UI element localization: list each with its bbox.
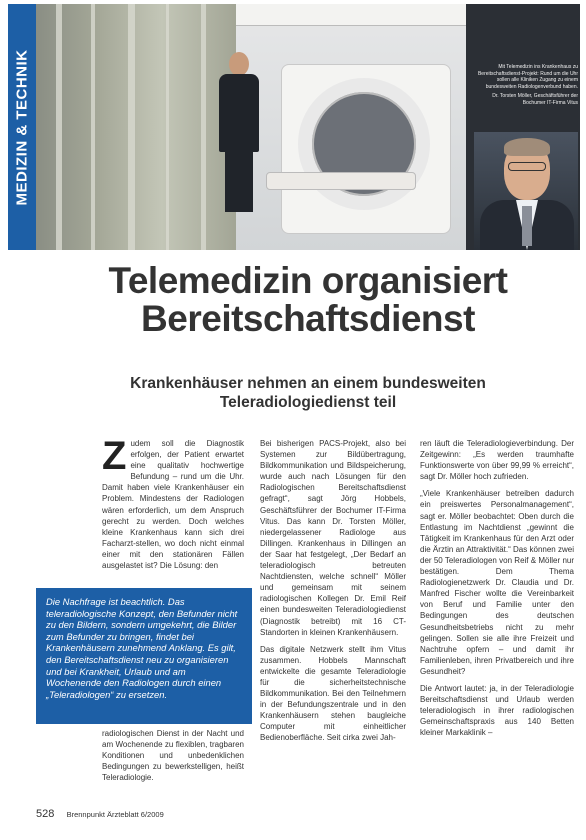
subtitle-line-2: Teleradiologiedienst teil bbox=[219, 394, 397, 411]
column-3-paragraph-3: Die Antwort lautet: ja, in der Teleradiologie Bereitschaftsdienst und Urlaub werden teleradiologisch in ihrer radiologischen Gemeinschaftspraxis aus 140 Betten kleiner Markaklinik – bbox=[420, 683, 574, 738]
magazine-name: Brennpunkt Ärzteblatt 6/2009 bbox=[66, 810, 164, 819]
pull-quote-text: Die Nachfrage ist beachtlich. Das teleradiologische Konzept, den Befunder nicht zu den Bildern, sondern umgekehrt, die Bilder zum Befunder zu bringen, findet bei Krankenhäusern zunehmend Anklang. Es gilt, den Bereitschaftsdienst neu zu organisieren und bei Krankheit, Urlaub und am Wochenende den Radiologen durch einen „Teleradiologen“ zu ersetzen. bbox=[46, 596, 238, 700]
forest-wallpaper bbox=[36, 4, 246, 250]
column-3 bbox=[420, 438, 574, 744]
column-2 bbox=[260, 438, 406, 750]
title-line-1: Telemedizin organisiert bbox=[108, 260, 508, 301]
ct-patient-table bbox=[266, 172, 416, 190]
column-1-continued bbox=[102, 728, 244, 789]
column-3-paragraph-1: ren läuft die Teleradiologieverbindung. Der Zeitgewinn: „Es werden traumhafte Funktionswerte von über 99,99 % erreicht“, sagt Dr. Möller hoch zufrieden. bbox=[420, 439, 574, 482]
column-2-paragraph-1: Bei bisherigen PACS-Projekt, also bei Systemen zur Bildübertragung, Bildkommunikation und Bildspeicherung, wurde auch nach Lösungen für den Radiologischen Bereitschaftsdienst gefragt“, sagt Jörg Hobbels, Geschäftsführer der Bochumer IT-Firma Vitus. Das kann Dr. Torsten Möller, niedergelassener Radiologe aus Dillingen. Krankenhaus in Dillingen an der Saar hat festgelegt, „Der Bedarf an teleradiologisch betreuten Nachtdiensten, welche schnell“ Möller und gemeinsam mit seinem radiologischen Kollegen Dr. Emil Reif einen bundesweiten Teleradiologiedienst (Diagnostik betreibt) mit 16 CT-Standorten in kleinen Krankenhäusern. bbox=[260, 439, 406, 637]
photo-caption bbox=[474, 64, 578, 107]
portrait-photo bbox=[474, 132, 578, 250]
page-footer bbox=[36, 808, 336, 820]
caption-panel bbox=[466, 4, 580, 250]
ct-scanner-ring bbox=[298, 78, 430, 210]
subtitle-line-1: Krankenhäuser nehmen an einem bundesweiten bbox=[130, 375, 486, 392]
column-1 bbox=[102, 434, 244, 577]
page bbox=[8, 4, 580, 836]
ceiling bbox=[236, 4, 466, 26]
column-1-text: udem soll die Diagnostik erfolgen, der Patient erwartet eine qualitativ hochwertige Befundung – rund um die Uhr. Damit haben viele Krankenhäuser ein Problem. Mindestens der Radiologen wären erforderlich, um dem Anspruch gerecht zu werden. Doch welches kleine Krankenhaus kann sich drei Facharzt-stellen, wo doch nicht einmal einer mit den stationären Fällen ausgelastet ist? Die Lösung: den bbox=[102, 439, 244, 571]
column-3-paragraph-2: „Viele Krankenhäuser betreiben dadurch ein preiswertes Personalmanagement“, sagt er. Möller beobachtet: Oben durch die Entlastung im Nachtdienst „gewinnt die Tätigkeit im Krankenhaus für den Arzt oder die Ärztin an Attraktivität.“ Das können zwei der 50 Teleradiologen von Reif & Möller nur bestätigen. Dem Thema Radiologienetzwerk Dr. Claudia und Dr. Manfred Fischer wollte die Vereinbarkeit von Beruf und Familie unter den Bedingungen des deutschen Gesundheitsbetriebs nicht zu mehr gelingen. Sollen sie alle ihre Freizeit und Nachtruhe opfern – und damit ihr Familienleben, ihren Privatbereich und ihre Gesundheit? bbox=[420, 489, 574, 676]
column-2-paragraph-2: Das digitale Netzwerk stellt ihm Vitus zusammen. Hobbels Mannschaft entwickelte die gesamte Teleradiologie für die sicherheitstechnische Bildkommunikation. Bei den Teilnehmern in der Befundungszentrale und in den Krankenhäusern stehen baugleiche Computer mit einheitlicher Bedienoberfläche. Seit cirka zwei Jah- bbox=[260, 644, 406, 743]
photo-caption-credit: Dr. Torsten Möller, Geschäftsführer der Bochumer IT-Firma Vitus bbox=[492, 93, 578, 106]
article-subtitle bbox=[36, 374, 580, 412]
section-label bbox=[8, 4, 36, 250]
section-label-text: MEDIZIN & TECHNIK bbox=[13, 49, 31, 205]
hero-photo bbox=[36, 4, 580, 250]
drop-cap: Z bbox=[102, 434, 127, 478]
standing-person bbox=[216, 52, 262, 212]
title-line-2: Bereitschaftsdienst bbox=[141, 298, 475, 339]
column-1-continued-text: radiologischen Dienst in der Nacht und am Wochenende zu flexiblen, tragbaren Konditionen und unbedenklichen Bedingungen zu bewerkstelligen, heißt Teleradiologie. bbox=[102, 729, 244, 783]
pull-quote bbox=[36, 588, 252, 724]
article-title bbox=[36, 262, 580, 338]
page-number: 528 bbox=[36, 808, 55, 820]
photo-caption-text: Mit Telemedizin ins Krankenhaus zu Bereitschaftsdienst-Projekt: Rund um die Uhr sollen alle Kliniken Zugang zu einem bundesweiten Radiologenverbund haben. bbox=[477, 64, 578, 90]
